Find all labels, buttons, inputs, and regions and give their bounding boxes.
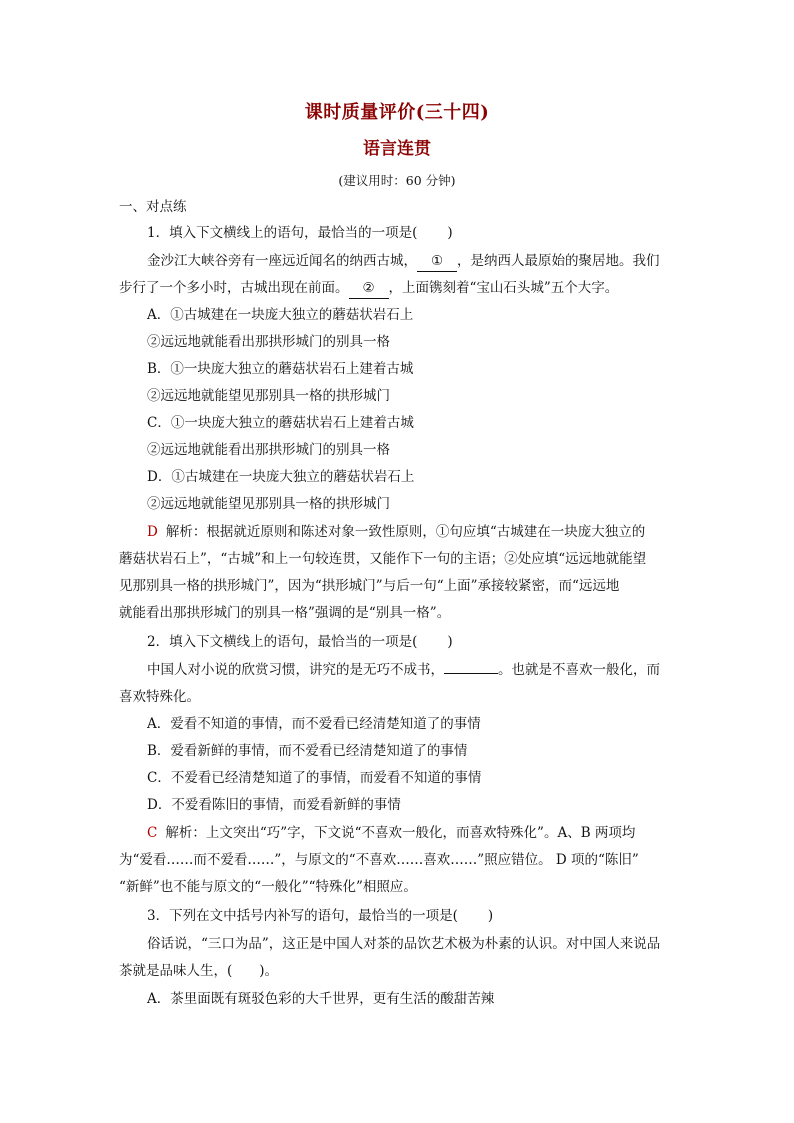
q1-explain-line-3: 见那别具一格的拱形城门”，因为“拱形城门”与后一句“上面”承接较紧密，而“远远地 [119,578,620,594]
q3-passage-line-1: 俗话说，“三口为品”，这正是中国人对茶的品饮艺术极为朴素的认识。对中国人来说品 [147,936,661,952]
q1-explain-line-1: D 解析：根据就近原则和陈述对象一致性原则，①句应填“古城建在一块庞大独立的 [147,524,646,540]
q1-option-d2: ②远远地就能望见那别具一格的拱形城门 [147,496,390,512]
page-subtitle: 语言连贯 [363,139,431,159]
q1-option-c1: C．①一块庞大独立的蘑菇状岩石上建着古城 [147,415,414,431]
q2-option-b: B．爱看新鲜的事情，而不爱看已经清楚知道了的事情 [147,743,468,759]
q2-passage-line-1: 中国人对小说的欣赏习惯，讲究的是无巧不成书， 。也就是不喜欢一般化，而 [147,662,660,678]
q2-passage-line-2: 喜欢特殊化。 [119,689,200,705]
q1-answer: D [147,524,158,540]
q3-option-a: A．茶里面既有斑驳色彩的大千世界，更有生活的酸甜苦辣 [147,991,495,1007]
q1-explain-line-2: 蘑菇状岩石上”，“古城”和上一句较连贯，又能作下一句的主语；②处应填“远远地就能望 [119,551,647,567]
q2-explain-line-1: C 解析：上文突出“巧”字，下文说“不喜欢一般化，而喜欢特殊化”。A、B 两项均 [147,825,636,841]
q1-passage-line-2: 步行了一个多小时，古城出现在前面。 ② ，上面镌刻着“宝山石头城”五个大字。 [119,278,618,299]
q1-option-a1: A．①古城建在一块庞大独立的蘑菇状岩石上 [147,307,414,323]
page-title: 课时质量评价(三十四) [304,102,490,123]
q2-option-d: D．不爱看陈旧的事情，而爱看新鲜的事情 [147,797,401,813]
q2-option-a: A．爱看不知道的事情，而不爱看已经清楚知道了的事情 [147,716,481,732]
q1-option-c2: ②远远地就能看出那拱形城门的别具一格 [147,442,390,458]
q1-passage-line-1: 金沙江大峡谷旁有一座远近闻名的纳西古城， ① ，是纳西人最原始的聚居地。我们 [147,251,660,272]
q2-stem: 2．填入下文横线上的语句，最恰当的一项是( ) [147,634,453,650]
q2-explain-line-3: “新鲜”也不能与原文的“一般化”“特殊化”相照应。 [119,879,417,895]
q3-stem: 3．下列在文中括号内补写的语句，最恰当的一项是( ) [147,908,494,924]
q1-option-d1: D．①古城建在一块庞大独立的蘑菇状岩石上 [147,469,415,485]
q2-explain-line-2: 为“爱看……而不爱看……”，与原文的“不喜欢……喜欢……”照应错位。 D 项的“陈旧” [119,852,639,868]
q1-option-a2: ②远远地就能看出那拱形城门的别具一格 [147,334,390,350]
q1-option-b1: B．①一块庞大独立的蘑菇状岩石上建着古城 [147,361,414,377]
q2-answer: C [147,825,158,841]
q1-option-b2: ②远远地就能望见那别具一格的拱形城门 [147,388,390,404]
q1-explain-line-4: 就能看出那拱形城门的别具一格”强调的是“别具一格”。 [119,605,451,621]
q1-stem: 1．填入下文横线上的语句，最恰当的一项是( ) [147,225,453,241]
blank-2: ② [349,278,389,299]
time-note: (建议用时：60 分钟) [338,173,456,188]
q3-passage-line-2: 茶就是品味人生，( )。 [119,963,279,979]
section-heading: 一、对点练 [119,199,187,215]
blank-1: ① [417,251,457,272]
q2-option-c: C．不爱看已经清楚知道了的事情，而爱看不知道的事情 [147,770,482,786]
blank-q2 [444,673,498,674]
